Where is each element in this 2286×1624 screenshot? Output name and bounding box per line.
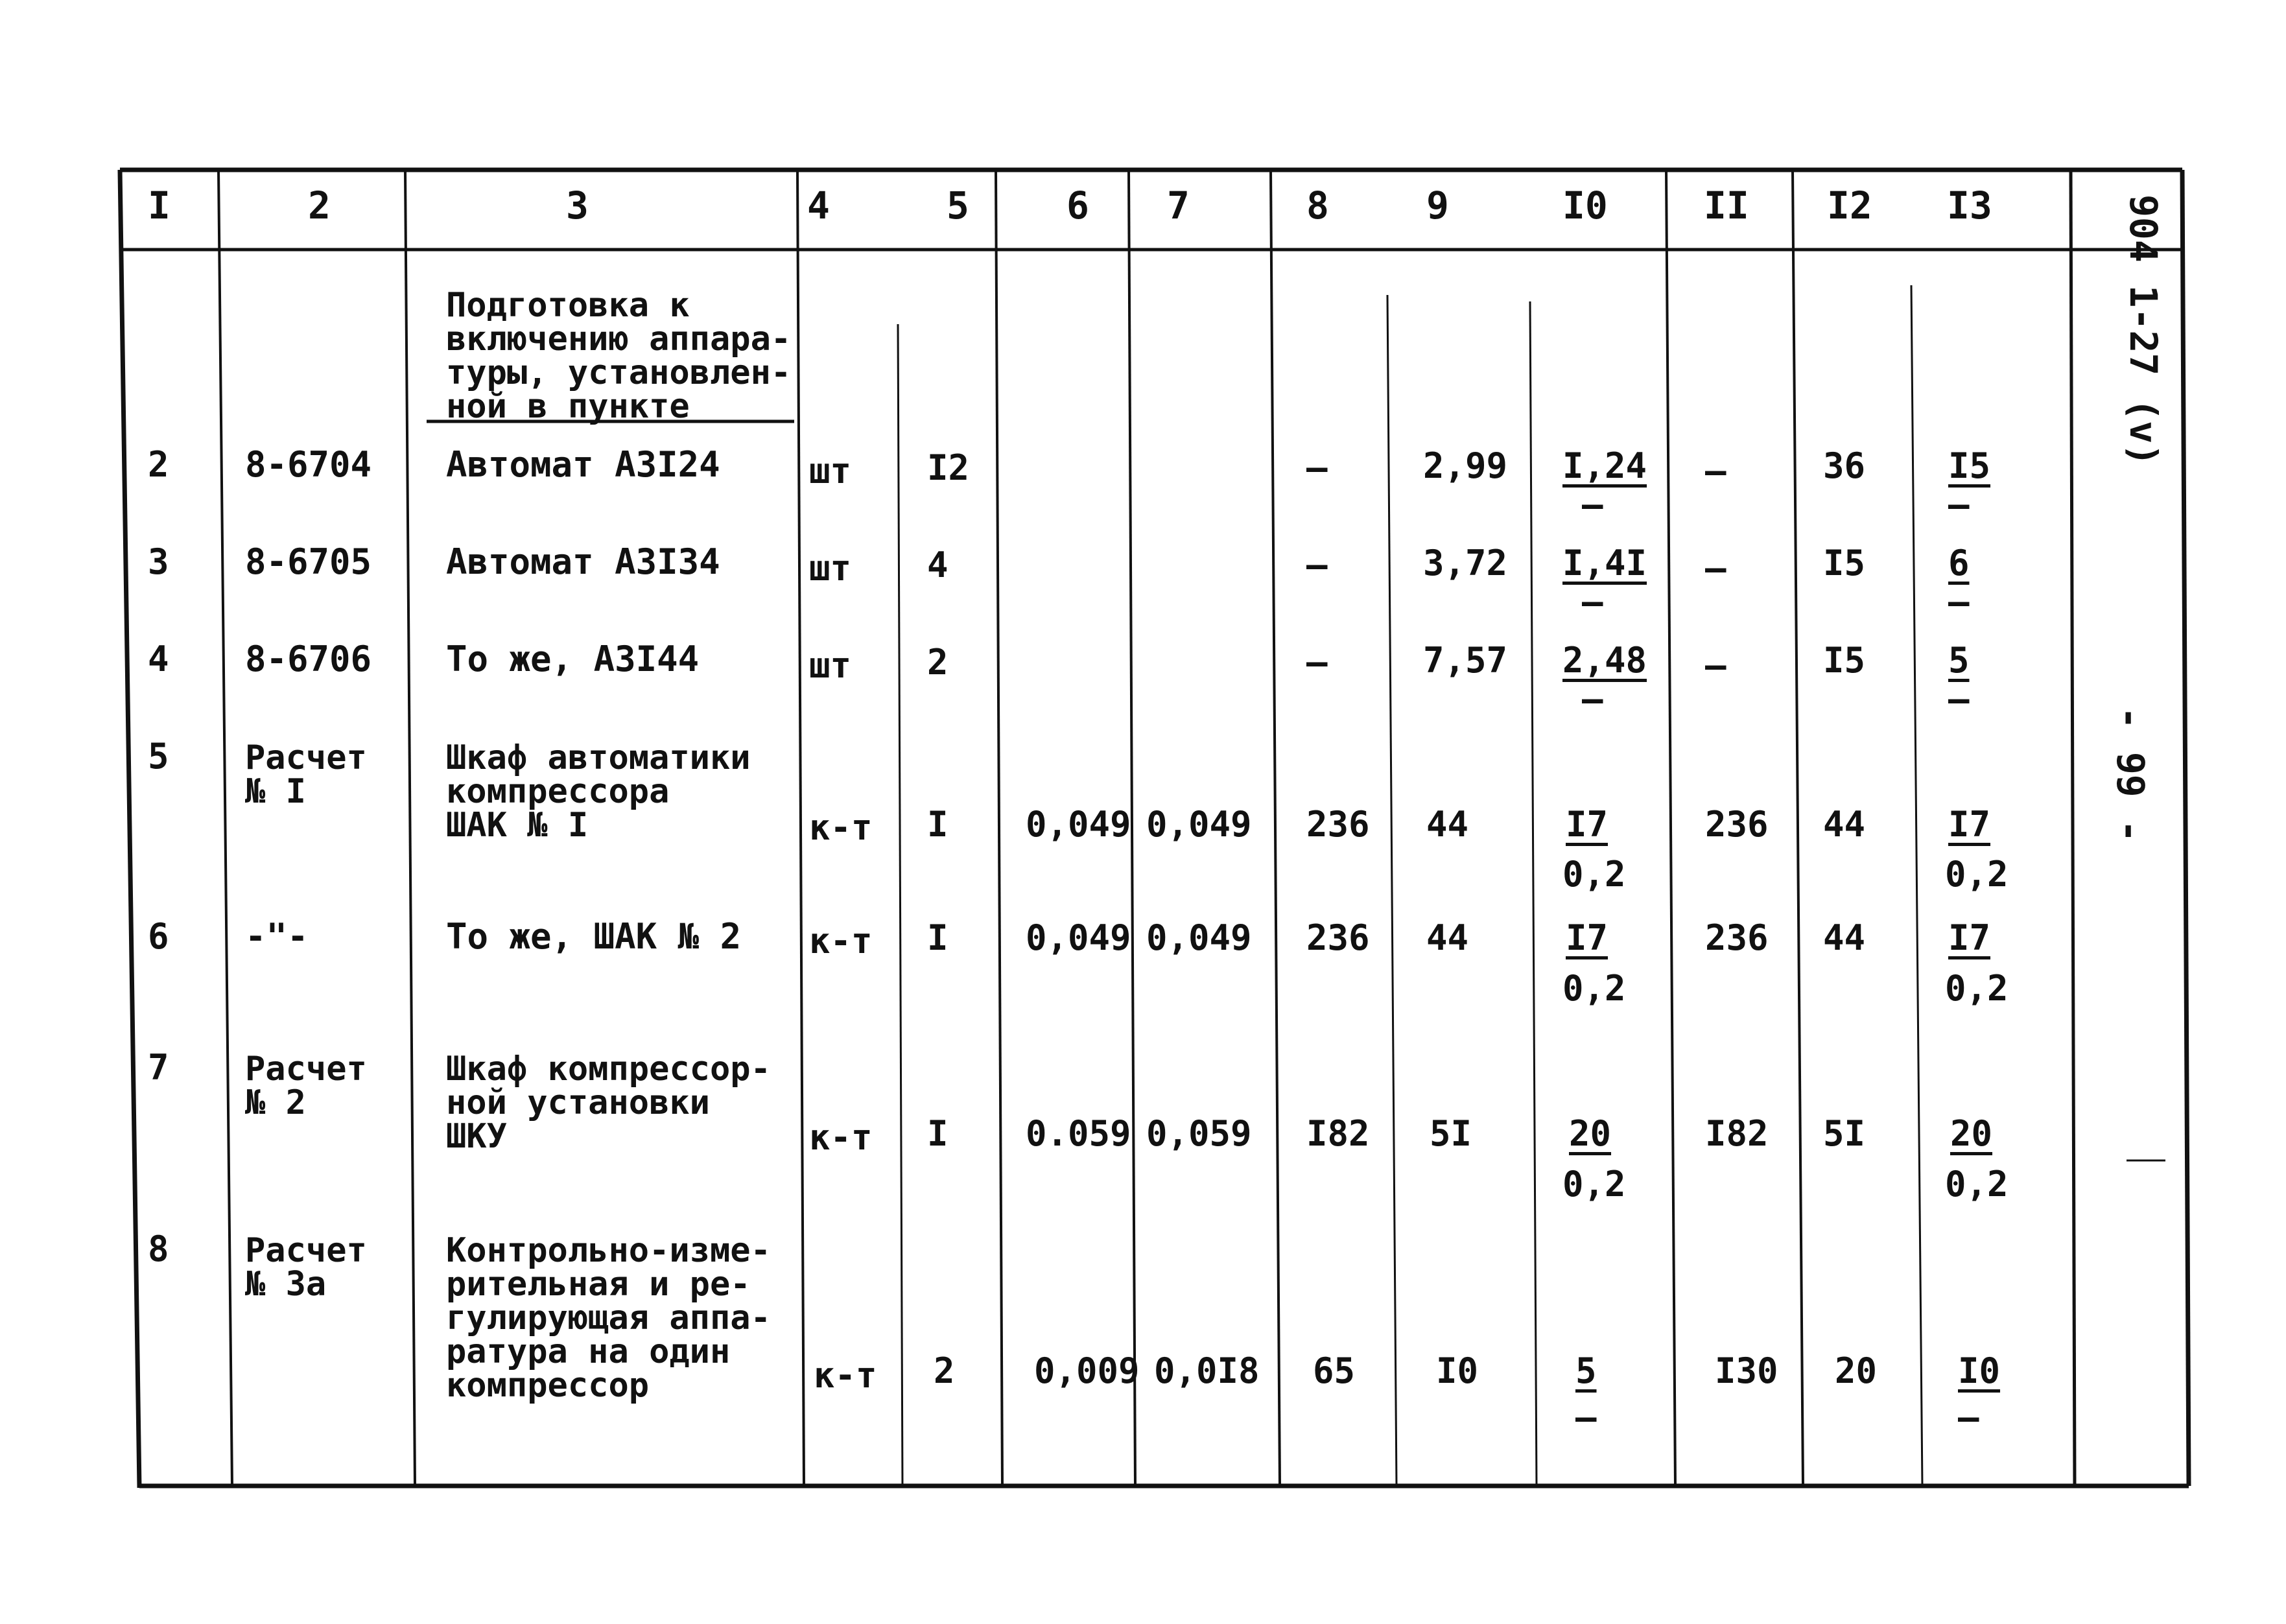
row-quantity: 2: [934, 1350, 955, 1391]
row-col13-top: 5: [1948, 640, 1970, 681]
row-col9: I0: [1436, 1350, 1479, 1391]
row-col13-bottom: 0,2: [1945, 1164, 2009, 1205]
row-col12: I5: [1823, 640, 1866, 681]
row-col10-bottom: 0,2: [1562, 854, 1626, 895]
row-col12: 36: [1823, 445, 1866, 486]
row-description: Автомат А3I34: [446, 541, 720, 582]
row-unit: шт: [809, 645, 852, 686]
row-col8: 236: [1306, 917, 1370, 958]
page-number: - 99 -: [2108, 707, 2152, 843]
row-col11: –: [1705, 451, 1726, 491]
row-col10-top: I7: [1566, 917, 1608, 958]
row-col13-top: I7: [1948, 804, 1991, 845]
row-description: Шкаф автоматики компрессора ШАК № I: [446, 738, 751, 845]
row-col10-top: I,24: [1562, 445, 1647, 486]
row-unit: к-т: [809, 807, 873, 848]
row-col10-top: 20: [1569, 1113, 1612, 1154]
row-description: То же, А3I44: [446, 639, 700, 679]
row-number: 3: [148, 541, 169, 582]
row-col9: 2,99: [1423, 445, 1508, 486]
row-quantity: I: [927, 1113, 949, 1154]
row-col7: 0,049: [1146, 917, 1252, 958]
row-quantity: 2: [927, 642, 949, 683]
header-col-4: 4: [807, 183, 830, 228]
row-quantity: I: [927, 804, 949, 845]
row-col8: –: [1306, 545, 1328, 585]
intro-text: Подготовка к включению аппара- туры, установлен- ной в пункте: [446, 286, 792, 426]
row-col10-bottom: –: [1582, 582, 1603, 622]
row-col11: –: [1705, 645, 1726, 686]
row-col11: 236: [1705, 804, 1769, 845]
row-col11: 236: [1705, 917, 1769, 958]
row-col11: I82: [1705, 1113, 1769, 1154]
row-col13-top: 6: [1948, 543, 1970, 583]
row-unit: к-т: [809, 1117, 873, 1158]
row-col12: 44: [1823, 804, 1866, 845]
row-col13-bottom: –: [1948, 484, 1970, 525]
row-col10-top: 2,48: [1562, 640, 1647, 681]
row-col9: 7,57: [1423, 640, 1508, 681]
row-unit: к-т: [814, 1355, 877, 1396]
row-col6: 0,009: [1034, 1350, 1140, 1391]
header-col-1: I: [148, 183, 171, 228]
row-col7: 0,049: [1146, 804, 1252, 845]
row-col8: 65: [1313, 1350, 1356, 1391]
row-col10-bottom: –: [1582, 679, 1603, 720]
row-number: 2: [148, 444, 169, 485]
row-col12: I5: [1823, 543, 1866, 583]
row-code: 8-6706: [245, 639, 372, 679]
row-number: 6: [148, 916, 169, 957]
row-description: Шкаф компрессор- ной установки ШКУ: [446, 1050, 771, 1156]
row-col12: 20: [1835, 1350, 1878, 1391]
row-col10-top: I7: [1566, 804, 1608, 845]
row-number: 5: [148, 736, 169, 777]
row-col8: I82: [1306, 1113, 1370, 1154]
row-quantity: I2: [927, 447, 970, 488]
header-col-13: I3: [1947, 183, 1992, 228]
row-col10-bottom: –: [1575, 1397, 1597, 1438]
row-col8: –: [1306, 642, 1328, 683]
row-quantity: I: [927, 917, 949, 958]
row-col9: 44: [1426, 804, 1469, 845]
row-unit: шт: [809, 451, 852, 491]
row-code: Расчет № 2: [245, 1050, 367, 1122]
row-description: Автомат А3I24: [446, 444, 720, 485]
row-col13-bottom: 0,2: [1945, 968, 2009, 1009]
row-col13-bottom: –: [1948, 582, 1970, 622]
row-col13-top: 20: [1950, 1113, 1993, 1154]
row-col13-top: I7: [1948, 917, 1991, 958]
header-col-6: 6: [1066, 183, 1089, 228]
document-code: 904 1-27 (v): [2121, 194, 2165, 467]
row-code: 8-6704: [245, 444, 372, 485]
row-code: Расчет № 3а: [245, 1231, 367, 1304]
row-col12: 5I: [1823, 1113, 1866, 1154]
row-col13-bottom: –: [1958, 1397, 1979, 1438]
header-col-9: 9: [1426, 183, 1449, 228]
header-col-3: 3: [566, 183, 589, 228]
row-code: Расчет № I: [245, 738, 367, 811]
row-description: Контрольно-изме- рительная и ре- гулирующая аппа- ратура на один компрессор: [446, 1231, 771, 1405]
row-unit: к-т: [809, 921, 873, 961]
row-col6: 0,049: [1026, 804, 1131, 845]
row-unit: шт: [809, 548, 852, 589]
row-col13-bottom: 0,2: [1945, 854, 2009, 895]
header-col-7: 7: [1167, 183, 1190, 228]
row-number: 4: [148, 639, 169, 679]
header-col-8: 8: [1306, 183, 1329, 228]
row-col7: 0,0I8: [1154, 1350, 1260, 1391]
row-col6: 0,049: [1026, 917, 1131, 958]
header-col-10: I0: [1562, 183, 1608, 228]
row-col13-top: I5: [1948, 445, 1991, 486]
row-col10-top: 5: [1575, 1350, 1597, 1391]
row-col10-bottom: –: [1582, 484, 1603, 525]
row-number: 7: [148, 1047, 169, 1088]
row-quantity: 4: [927, 545, 949, 585]
row-col11: –: [1705, 548, 1726, 589]
row-col8: 236: [1306, 804, 1370, 845]
row-col10-bottom: 0,2: [1562, 968, 1626, 1009]
row-col10-bottom: 0,2: [1562, 1164, 1626, 1205]
row-code: -"-: [245, 916, 309, 957]
row-col8: –: [1306, 447, 1328, 488]
row-col10-top: I,4I: [1562, 543, 1647, 583]
row-col11: I30: [1715, 1350, 1778, 1391]
header-col-11: II: [1704, 183, 1749, 228]
header-col-5: 5: [947, 183, 969, 228]
row-col12: 44: [1823, 917, 1866, 958]
row-col6: 0.059: [1026, 1113, 1131, 1154]
row-col13-top: I0: [1958, 1350, 2001, 1391]
row-number: 8: [148, 1229, 169, 1269]
header-col-12: I2: [1827, 183, 1872, 228]
row-col13-bottom: –: [1948, 679, 1970, 720]
row-code: 8-6705: [245, 541, 372, 582]
row-col9: 5I: [1430, 1113, 1472, 1154]
header-col-2: 2: [308, 183, 331, 228]
row-col9: 44: [1426, 917, 1469, 958]
row-col9: 3,72: [1423, 543, 1508, 583]
row-description: То же, ШАК № 2: [446, 916, 742, 957]
row-col7: 0,059: [1146, 1113, 1252, 1154]
